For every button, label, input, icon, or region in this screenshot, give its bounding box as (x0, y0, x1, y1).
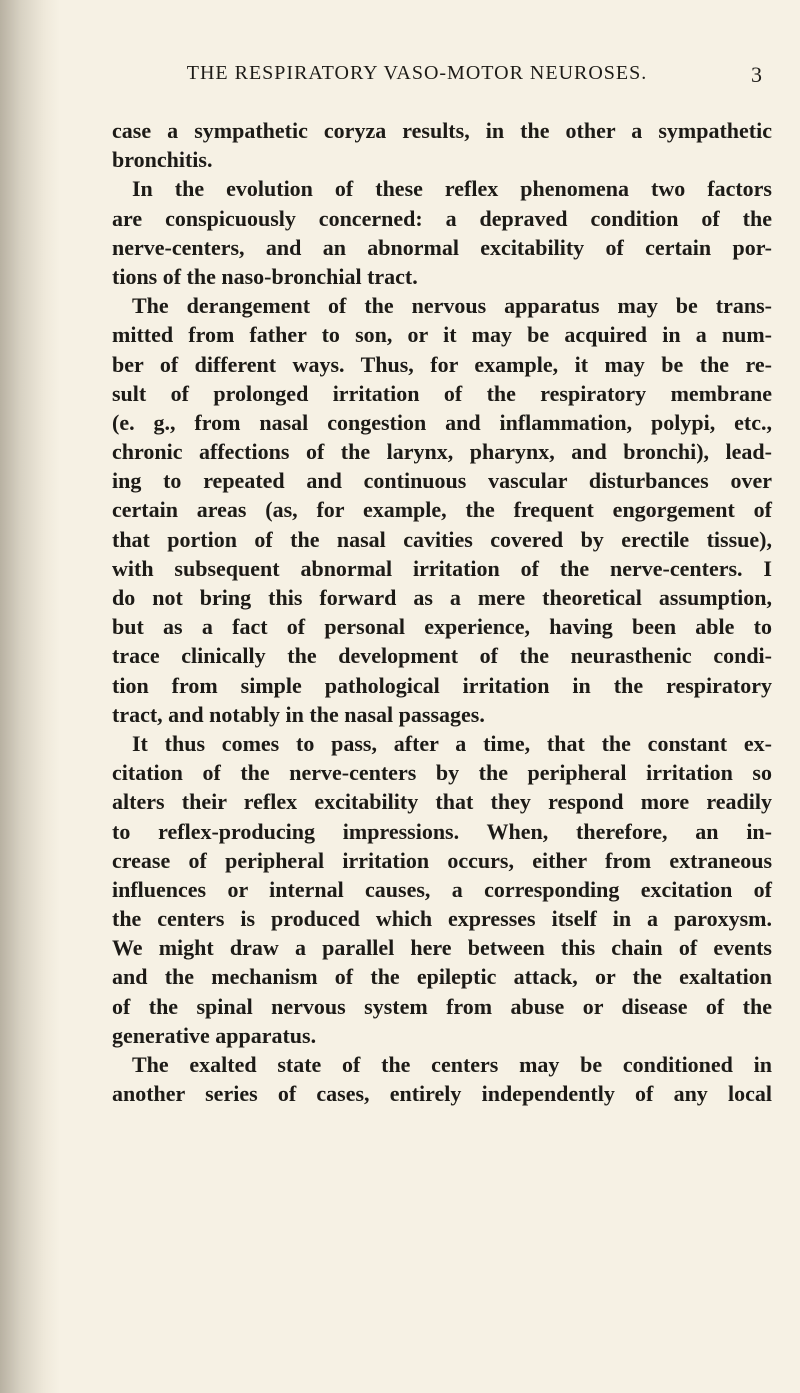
text-line: crease of peripheral irritation occurs, either from extraneous (112, 847, 772, 873)
text-line: to reflex-producing impressions. When, therefore, an in- (112, 818, 772, 844)
text-line: tions of the naso-bronchial tract. (112, 263, 418, 289)
page-number: 3 (751, 62, 762, 87)
body-text (112, 116, 772, 1108)
text-line: another series of cases, entirely independently of any local (112, 1081, 772, 1107)
text-line: certain areas (as, for example, the frequent engorgement of (112, 497, 772, 523)
text-line: ing to repeated and continuous vascular disturbances over (112, 468, 772, 494)
running-head (112, 62, 762, 92)
text-line: tract, and notably in the nasal passages. (112, 701, 485, 727)
text-line: but as a fact of personal experience, having been able to (112, 614, 772, 640)
text-line: It thus comes to pass, after a time, that the constant ex- (132, 730, 772, 756)
text-line: We might draw a parallel here between this chain of events (112, 935, 772, 961)
text-line: do not bring this forward as a mere theoretical assumption, (112, 585, 772, 610)
text-line: (e. g., from nasal congestion and inflammation, polypi, etc., (112, 409, 772, 435)
text-line: The exalted state of the centers may be conditioned in (132, 1052, 772, 1077)
text-line: The derangement of the nervous apparatus may be trans- (132, 293, 772, 319)
text-line: and the mechanism of the epileptic attack, or the exaltation (112, 964, 772, 990)
text-line: In the evolution of these reflex phenomena two factors (132, 176, 772, 202)
text-line: chronic affections of the larynx, pharynx, and bronchi), lead- (112, 439, 772, 465)
text-line: ber of different ways. Thus, for example, it may be the re- (112, 351, 772, 377)
text-line: mitted from father to son, or it may be acquired in a num- (112, 322, 772, 348)
text-line: the centers is produced which expresses itself in a paroxysm. (112, 906, 772, 932)
text-line: are conspicuously concerned: a depraved condition of the (112, 205, 772, 231)
text-line: influences or internal causes, a corresponding excitation of (112, 876, 772, 902)
text-line: of the spinal nervous system from abuse or disease of the (112, 993, 772, 1019)
running-title: THE RESPIRATORY VASO-MOTOR NEUROSES. (186, 62, 648, 84)
text-line: tion from simple pathological irritation in the respiratory (112, 672, 772, 698)
text-line: generative apparatus. (112, 1022, 317, 1048)
text-line: case a sympathetic coryza results, in the other a sympathetic (112, 118, 772, 143)
text-line: trace clinically the development of the neurasthenic condi- (112, 643, 772, 669)
text-line: citation of the nerve-centers by the peripheral irritation so (112, 760, 772, 786)
text-line: bronchitis. (112, 147, 213, 173)
text-line: alters their reflex excitability that they respond more readily (112, 789, 772, 815)
text-line: nerve-centers, and an abnormal excitability of certain por- (112, 234, 772, 260)
text-line: with subsequent abnormal irritation of the nerve-centers. I (112, 555, 772, 581)
text-line: sult of prolonged irritation of the respiratory membrane (112, 380, 772, 406)
text-line: that portion of the nasal cavities covered by erectile tissue), (112, 526, 772, 552)
